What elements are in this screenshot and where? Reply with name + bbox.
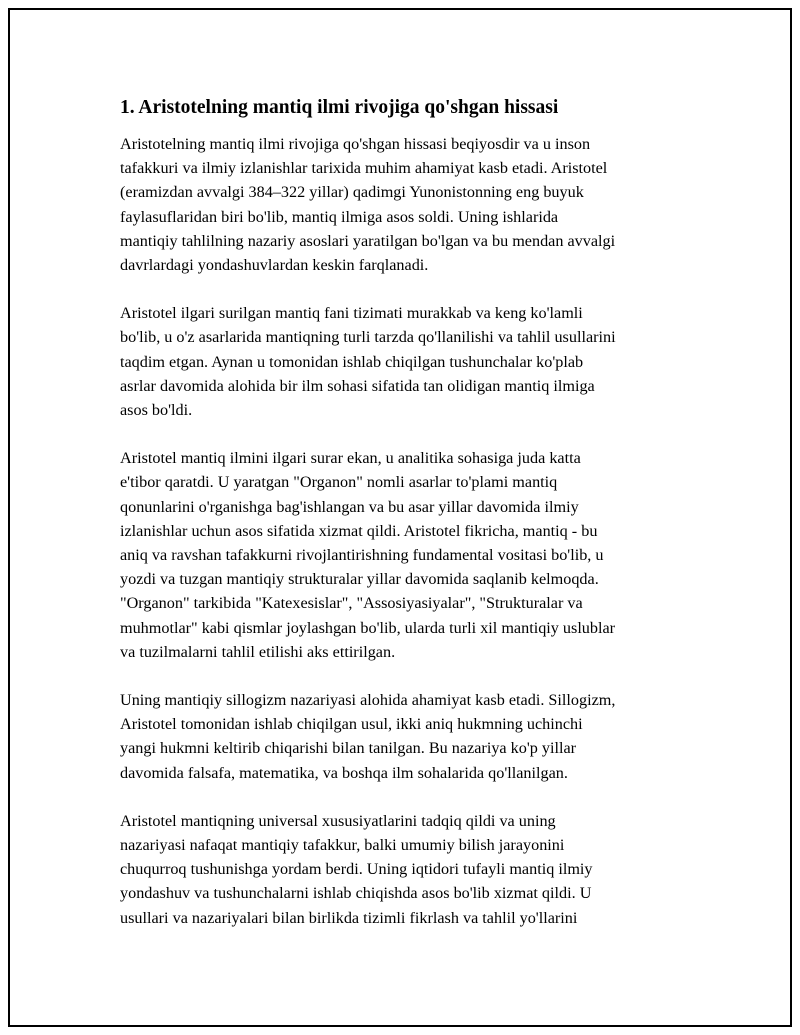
text-line: asos bo'ldi. <box>120 401 193 420</box>
paragraph-1 <box>120 132 700 277</box>
text-line: izlanishlar uchun asos sifatida xizmat qildi. Aristotel fikricha, mantiq - bu <box>120 521 598 540</box>
text-line: Aristotel mantiq ilmini ilgari surar ekan, u analitika sohasiga juda katta <box>120 449 581 468</box>
text-line: asrlar davomida alohida bir ilm sohasi sifatida tan olidigan mantiq ilmiga <box>120 376 595 395</box>
text-line: taqdim etgan. Aynan u tomonidan ishlab chiqilgan tushunchalar ko'plab <box>120 352 584 371</box>
text-line: davomida falsafa, matematika, va boshqa ilm sohalarida qo'llanilgan. <box>120 763 568 782</box>
text-line: Aristotel mantiqning universal xususiyatlarini tadqiq qildi va uning <box>120 811 556 830</box>
text-line: Uning mantiqiy sillogizm nazariyasi alohida ahamiyat kasb etadi. Sillogizm, <box>120 691 616 710</box>
text-line: qonunlarini o'rganishga bag'ishlangan va bu asar yillar davomida ilmiy <box>120 497 579 516</box>
text-line: nazariyasi nafaqat mantiqiy tafakkur, balki umumiy bilish jarayonini <box>120 836 565 855</box>
text-line: (eramizdan avvalgi 384–322 yillar) qadimgi Yunonistonning eng buyuk <box>120 183 584 202</box>
section-heading: 1. Aristotelning mantiq ilmi rivojiga qo'shgan hissasi <box>120 97 559 118</box>
paragraph-2 <box>120 301 700 422</box>
text-line: faylasuflaridan biri bo'lib, mantiq ilmiga asos soldi. Uning ishlarida <box>120 207 559 226</box>
text-line: mantiqiy tahlilning nazariy asoslari yaratilgan bo'lgan va bu mendan avvalgi <box>120 231 616 250</box>
text-line: yondashuv va tushunchalarni ishlab chiqishda asos bo'lib xizmat qildi. U <box>120 884 592 903</box>
text-line: Aristotel ilgari surilgan mantiq fani tizimati murakkab va keng ko'lamli <box>120 304 583 323</box>
text-line: tafakkuri va ilmiy izlanishlar tarixida muhim ahamiyat kasb etadi. Aristotel <box>120 159 608 178</box>
text-line: yozdi va tuzgan mantiqiy strukturalar yillar davomida saqlanib kelmoqda. <box>120 570 599 589</box>
text-line: davrlardagi yondashuvlardan keskin farqlanadi. <box>120 256 429 275</box>
document-page <box>8 8 792 1027</box>
text-line: muhmotlar" kabi qismlar joylashgan bo'lib, ularda turli xil mantiqiy uslublar <box>120 618 616 637</box>
document-body <box>120 96 700 954</box>
text-line: va tuzilmalarni tahlil etilishi aks ettirilgan. <box>120 642 396 661</box>
text-line: e'tibor qaratdi. U yaratgan "Organon" nomli asarlar to'plami mantiq <box>120 473 558 492</box>
text-line: yangi hukmni keltirib chiqarishi bilan tanilgan. Bu nazariya ko'p yillar <box>120 739 577 758</box>
text-line: Aristotel tomonidan ishlab chiqilgan usul, ikki aniq hukmning uchinchi <box>120 715 583 734</box>
text-line: bo'lib, u o'z asarlarida mantiqning turli tarzda qo'llanilishi va tahlil usullarini <box>120 328 616 347</box>
paragraph-3 <box>120 446 700 664</box>
text-line: chuqurroq tushunishga yordam berdi. Uning iqtidori tufayli mantiq ilmiy <box>120 860 593 879</box>
paragraph-5 <box>120 809 700 930</box>
text-line: Aristotelning mantiq ilmi rivojiga qo'shgan hissasi beqiyosdir va u inson <box>120 135 591 153</box>
text-line: usullari va nazariyalari bilan birlikda tizimli fikrlash va tahlil yo'llarini <box>120 908 578 927</box>
text-line: "Organon" tarkibida "Katexesislar", "Assosiyasiyalar", "Strukturalar va <box>120 594 583 613</box>
paragraph-4 <box>120 688 700 785</box>
text-line: aniq va ravshan tafakkurni rivojlantirishning fundamental vositasi bo'lib, u <box>120 546 604 565</box>
